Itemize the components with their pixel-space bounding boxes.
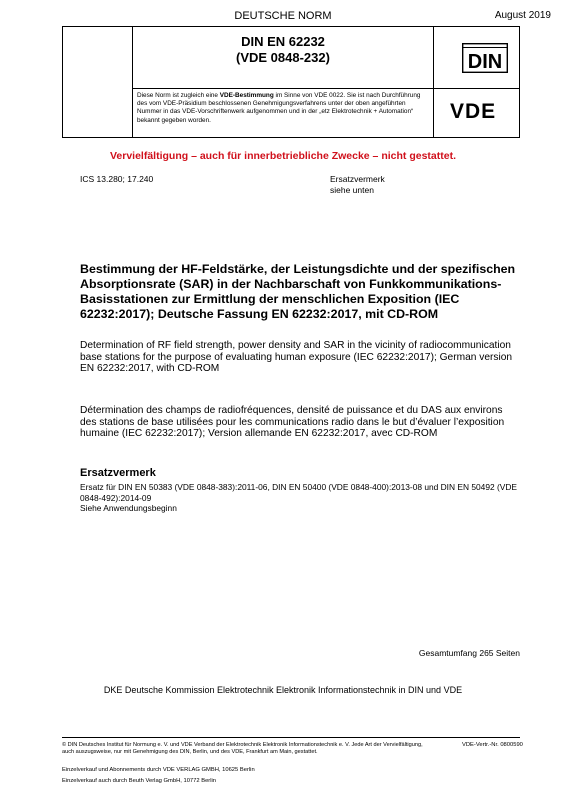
din-logo-icon bbox=[462, 43, 508, 73]
ersatzvermerk-note-line2: siehe unten bbox=[330, 185, 374, 195]
vde-number: (VDE 0848-232) bbox=[236, 50, 330, 65]
frame-divider-horizontal bbox=[132, 88, 520, 89]
ics-code: ICS 13.280; 17.240 bbox=[80, 174, 154, 184]
title-german: Bestimmung der HF-Feldstärke, der Leistungsdichte und der spezifischen Absorptionsrate (SAR) in der Nachbarschaft von Funkkommunikations-Basisstationen zur Ermittlung der menschlichen Exposition (IEC 62232:2017); Deutsche Fassung EN 62232:2017, mit CD-ROM bbox=[80, 262, 516, 321]
title-english: Determination of RF field strength, power density and SAR in the vicinity of radiocommunication base stations for the purpose of evaluating human exposure (IEC 62232:2017); German version EN 62232:2017, with CD-ROM bbox=[80, 340, 513, 374]
ersatzvermerk-applicability: Siehe Anwendungsbeginn bbox=[80, 503, 177, 513]
copyright-text: © DIN Deutsches Institut für Normung e. V. und VDE Verband der Elektrotechnik Elektronik Informationstechnik e. V. Jede Art der Vervielfältigung, auch auszugsweise, nur mit Genehmigung des DIN, Berlin, und des VDE, Frankfurt am Main, gestattet. bbox=[62, 742, 423, 756]
header-date: August 2019 bbox=[494, 10, 551, 21]
ersatzvermerk-text: Ersatz für DIN EN 50383 (VDE 0848-383):2011-06, DIN EN 50400 (VDE 0848-400):2013-08 und DIN EN 50492 (VDE 0848-492):2014-09 bbox=[80, 482, 517, 503]
ersatzvermerk-heading: Ersatzvermerk bbox=[80, 467, 156, 479]
footer-rule bbox=[62, 737, 520, 738]
norm-description-bold: VDE-Bestimmung bbox=[219, 92, 274, 99]
sales-note-vde: Einzelverkauf und Abonnements durch VDE VERLAG GMBH, 10625 Berlin bbox=[62, 767, 255, 773]
vde-logo: VDE bbox=[450, 100, 497, 123]
sales-note-beuth: Einzelverkauf auch durch Beuth Verlag GmbH, 10772 Berlin bbox=[62, 778, 217, 784]
header-norm-type: DEUTSCHE NORM bbox=[234, 10, 332, 22]
ersatzvermerk-note-line1: Ersatzvermerk bbox=[330, 174, 385, 184]
ersatzvermerk-body bbox=[80, 482, 520, 514]
norm-description-post: im Sinne von VDE 0022. Sie ist nach Durchführung des vom VDE-Präsidium beschlossenen Genehmigungsverfahrens unter der oben angeführten Nummer in das VDE-Vorschriftenwerk aufgenommen und in der „etz Elektrotechnik + Automation“ bekannt gegeben worden. bbox=[137, 92, 421, 124]
total-pages: Gesamtumfang 265 Seiten bbox=[418, 648, 520, 658]
norm-description bbox=[137, 92, 429, 125]
din-logo-text: DIN bbox=[467, 51, 503, 73]
title-french: Détermination des champs de radiofréquences, densité de puissance et du DAS aux environs des stations de base utilisées pour les communications radio dans le but d’évaluer l’exposition humaine (IEC 62232:2017); Version allemande EN 62232:2017, avec CD-ROM bbox=[80, 405, 505, 439]
frame-divider-right bbox=[433, 26, 434, 138]
vde-contract-number: VDE-Vertr.-Nr. 0800590 bbox=[462, 742, 523, 748]
ersatzvermerk-note bbox=[330, 174, 385, 196]
reproduction-warning: Vervielfältigung – auch für innerbetriebliche Zwecke – nicht gestattet. bbox=[109, 150, 456, 162]
norm-description-pre: Diese Norm ist zugleich eine bbox=[137, 92, 220, 99]
dke-line: DKE Deutsche Kommission Elektrotechnik Elektronik Informationstechnik in DIN und VDE bbox=[103, 685, 463, 695]
norm-number-block bbox=[133, 34, 433, 66]
norm-number: DIN EN 62232 bbox=[241, 34, 325, 49]
